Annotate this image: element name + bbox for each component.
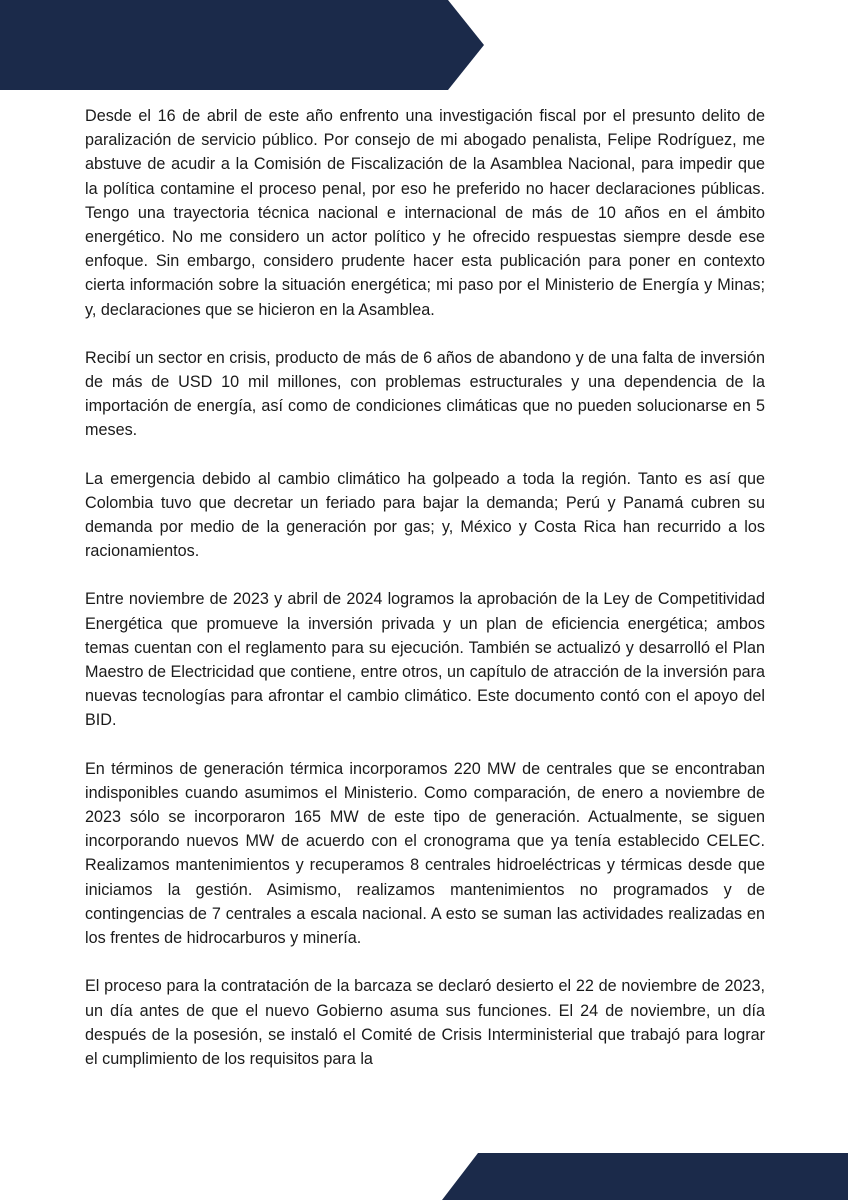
paragraph-6: El proceso para la contratación de la barcaza se declaró desierto el 22 de noviembre de 2023, un día antes de que el nuevo Gobierno asuma sus funciones. El 24 de noviembre, un día después de la posesión, se instaló el Comité de Crisis Interministerial que trabajó para lograr el cumplimiento de los requisitos para la [85,977,765,1068]
paragraph-3: La emergencia debido al cambio climático ha golpeado a toda la región. Tanto es así que Colombia tuvo que decretar un feriado para bajar la demanda; Perú y Panamá cubren su demanda por medio de la generación por gas; y, México y Costa Rica han recurrido a los racionamientos. [85,469,765,561]
paragraph-2: Recibí un sector en crisis, producto de más de 6 años de abandono y de una falta de inversión de más de USD 10 mil millones, con problemas estructurales y una dependencia de la importación de energía, así como de condiciones climáticas que no pueden solucionarse en 5 meses. [85,348,765,440]
paragraph-1: Desde el 16 de abril de este año enfrento una investigación fiscal por el presunto delito de paralización de servicio público. Por consejo de mi abogado penalista, Felipe Rodríguez, me abstuve de acudir a la Comisión de Fiscalización de la Asamblea Nacional, para impedir que la política contamine el proceso penal, por eso he preferido no hacer declaraciones públicas. Tengo una trayectoria técnica nacional e internacional de más de 10 años en el ámbito energético. No me considero un actor político y he ofrecido respuestas siempre desde ese enfoque. Sin embargo, considero prudente hacer esta publicación para poner en contexto cierta información sobre la situación energética; mi paso por el Ministerio de Energía y Minas; y, declaraciones que se hicieron en la Asamblea. [85,107,765,319]
paragraph-5: En términos de generación térmica incorporamos 220 MW de centrales que se encontraban indisponibles cuando asumimos el Ministerio. Como comparación, de enero a noviembre de 2023 sólo se incorporaron 165 MW de este tipo de generación. Actualmente, se siguen incorporando nuevos MW de acuerdo con el cronograma que ya tenía establecido CELEC. Realizamos mantenimientos y recuperamos 8 centrales hidroeléctricas y térmicas desde que iniciamos la gestión. Asimismo, realizamos mantenimientos no programados y de contingencias de 7 centrales a escala nacional. A esto se suman las actividades realizadas en los frentes de hidrocarburos y minería. [85,759,765,948]
document-body [85,104,765,1095]
paragraph-4: Entre noviembre de 2023 y abril de 2024 logramos la aprobación de la Ley de Competitividad Energética que promueve la inversión privada y un plan de eficiencia energética; ambos temas cuentan con el reglamento para su ejecución. También se actualizó y desarrolló el Plan Maestro de Electricidad que contiene, entre otros, un capítulo de atracción de la inversión para nuevas tecnologías para afrontar el cambio climático. Este documento contó con el apoyo del BID. [85,590,765,730]
bottom-banner [442,1153,848,1200]
top-banner [0,0,484,90]
